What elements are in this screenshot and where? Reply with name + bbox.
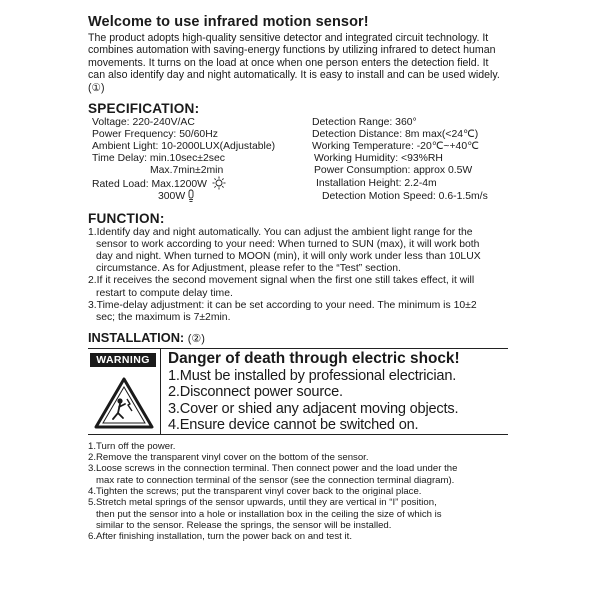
spec-working-humidity: Working Humidity: <93%RH [314, 153, 443, 165]
specification-table [88, 117, 508, 227]
intro-paragraph: The product adopts high-quality sensitive detector and integrated circuit technology. It combines automation with saving-energy functions by utilizing infrared to detect human movements. It turns on the load at once when one person enters the detection field. It can also identify day and night automatically. It is easy to install and can be used widely.(①) [88, 32, 500, 94]
spec-detection-motion-speed: Detection Motion Speed: 0.6-1.5m/s [322, 191, 488, 203]
spec-installation-height: Installation Height: 2.2-4m [316, 178, 437, 190]
spec-detection-range: Detection Range: 360° [312, 117, 417, 129]
spec-voltage: Voltage: 220-240V/AC [92, 117, 195, 129]
step-6: 6.After finishing installation, turn the power back on and test it. [88, 531, 352, 543]
specification-heading: SPECIFICATION: [88, 101, 200, 117]
function-heading: FUNCTION: [88, 211, 165, 227]
installation-ref: (②) [187, 332, 205, 345]
spec-rated-load: Rated Load: Max.1200W [92, 179, 207, 191]
warning-item-1: 1.Must be installed by professional electrician. [168, 367, 457, 384]
warning-item-4: 4.Ensure device cannot be switched on. [168, 417, 419, 433]
step-5-line-1: 5.Stretch metal springs of the sensor upwards, until they are vertical in “I” position, [88, 497, 437, 509]
warning-item-2: 2.Disconnect power source. [168, 384, 343, 401]
spec-time-delay-max: Max.7min±2min [150, 165, 224, 177]
function-item-2-line-1: 2.If it receives the second movement signal when the first one still takes effect, it will [88, 275, 475, 287]
step-4: 4.Tighten the screws; put the transparent vinyl cover back to the original place. [88, 485, 422, 497]
warning-label: WARNING [90, 353, 156, 367]
function-item-1-line-4: circumstance. As for Adjustment, please refer to the “Test” section. [96, 263, 401, 275]
spec-ambient-light: Ambient Light: 10-2000LUX(Adjustable) [92, 141, 276, 153]
step-2: 2.Remove the transparent vinyl cover on the bottom of the sensor. [88, 452, 369, 464]
warning-box [88, 348, 508, 435]
function-item-1-line-3: day and night. When turned to MOON (min), it will only work under less than 10LUX [96, 251, 481, 263]
function-item-3-line-1: 3.Time-delay adjustment: it can be set according to your need. The minimum is 10±2 [88, 299, 477, 311]
spec-time-delay: Time Delay: min.10sec±2sec [92, 153, 225, 165]
step-5-line-2: then put the sensor into a hole or installation box in the ceiling the size of which is [96, 508, 442, 520]
function-item-1-line-1: 1.Identify day and night automatically. You can adjust the ambient light range for the [88, 227, 473, 239]
installation-heading-text: INSTALLATION: [88, 329, 185, 345]
sun-icon [212, 176, 226, 194]
page-title: Welcome to use infrared motion sensor! [88, 14, 369, 30]
installation-heading [88, 330, 508, 345]
spec-detection-distance: Detection Distance: 8m max(<24℃) [312, 129, 479, 141]
electric-shock-warning-icon [94, 377, 154, 429]
function-item-3-line-2: sec; the maximum is 7±2min. [96, 311, 231, 323]
warning-content [168, 350, 508, 434]
bulb-icon [186, 189, 196, 207]
function-item-1-line-2: sensor to work according to your need: When turned to SUN (max), it will work both [96, 239, 480, 251]
warning-panel [88, 349, 161, 434]
warning-item-3: 3.Cover or shied any adjacent moving objects. [168, 400, 459, 417]
step-1: 1.Turn off the power. [88, 440, 176, 452]
spec-rated-load-2: 300W [158, 191, 186, 203]
step-3-line-2: max rate to connection terminal of the sensor (see the connection terminal diagram). [96, 474, 455, 486]
installation-steps [88, 441, 508, 543]
function-item-2-line-2: restart to compute delay time. [96, 287, 233, 299]
manual-page [88, 14, 508, 542]
function-list [88, 227, 508, 324]
step-3-line-1: 3.Loose screws in the connection terminal. Then connect power and the load under the [88, 463, 458, 475]
spec-power-consumption: Power Consumption: approx 0.5W [314, 165, 473, 177]
spec-working-temperature: Working Temperature: -20℃~+40℃ [312, 141, 479, 153]
step-5-line-3: similar to the sensor. Release the springs, the sensor will be installed. [96, 519, 392, 531]
spec-power-frequency: Power Frequency: 50/60Hz [92, 129, 218, 141]
warning-heading: Danger of death through electric shock! [168, 349, 460, 367]
